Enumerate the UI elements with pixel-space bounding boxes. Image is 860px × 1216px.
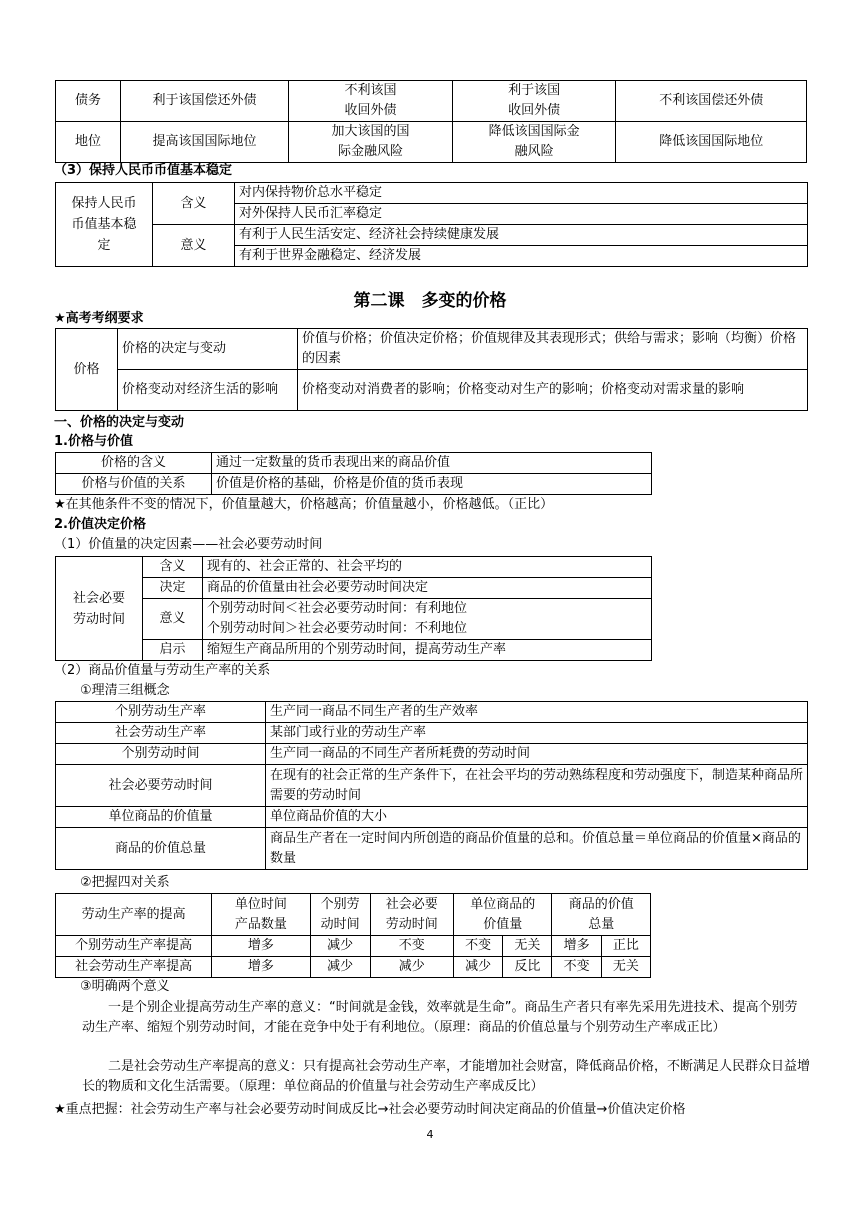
paragraph: 一是个别企业提高劳动生产率的意义：“时间就是金钱，效率就是生命”。商品生产者只有率先采用先进技术、提高个别劳动生产率、缩短个别劳动时间，才能在竞争中处于有利地位。（原理：商品的价值总量与个别劳动生产率成正比）: [82, 1000, 798, 1035]
column-header: 单位时间 产品数量: [212, 894, 310, 936]
column-header: 商品的价值 总量: [552, 894, 651, 936]
row-label: 价格的决定与变动: [118, 329, 298, 370]
cell: 降低该国国际金 融风险: [452, 122, 616, 163]
price-value-table: [55, 452, 652, 495]
subsection-heading: （1）价值量的决定因素——社会必要劳动时间: [54, 537, 323, 552]
cell: 价值与价格；价值决定价格；价值规律及其表现形式；供给与需求；影响（均衡）价格的因素: [298, 329, 808, 370]
row-label: 含义: [153, 183, 235, 225]
cell: 无关: [601, 957, 650, 978]
note: ★在其他条件不变的情况下，价值量越大，价格越高；价值量越小，价格越低。（正比）: [54, 497, 554, 512]
cell: 正比: [601, 936, 650, 957]
cell: 不变: [370, 936, 453, 957]
column-header: 单位商品的 价值量: [454, 894, 552, 936]
rmb-stability-table: [55, 182, 808, 267]
cell: 提高该国国际地位: [121, 122, 289, 163]
row-head: 保持人民币 币值基本稳 定: [56, 183, 153, 267]
subsection-heading: （2）商品价值量与劳动生产率的关系: [54, 663, 271, 678]
cell: 不变: [454, 936, 503, 957]
row-label: 社会劳动生产率: [56, 723, 266, 744]
cell: 某部门或行业的劳动生产率: [266, 723, 808, 744]
cell: 不利该国偿还外债: [616, 81, 807, 122]
cell: 价值是价格的基础，价格是价值的货币表现: [212, 474, 652, 495]
cell: 价格变动对消费者的影响；价格变动对生产的影响；价格变动对需求量的影响: [298, 370, 808, 411]
note: ★重点把握：社会劳动生产率与社会必要劳动时间成反比→社会必要劳动时间决定商品的价值量→价值决定价格: [54, 1102, 686, 1117]
cell: 个别劳动时间＜社会必要劳动时间：有利地位 个别劳动时间＞社会必要劳动时间：不利地位: [203, 599, 652, 640]
cell: 现有的、社会正常的、社会平均的: [203, 557, 652, 578]
cell: 加大该国的国 际金融风险: [289, 122, 453, 163]
cell: 生产同一商品的不同生产者所耗费的劳动时间: [266, 744, 808, 765]
cell: 对外保持人民币汇率稳定: [235, 204, 808, 225]
concepts-table: [55, 701, 808, 870]
row-label: 含义: [143, 557, 203, 578]
section-heading: （3）保持人民币币值基本稳定: [54, 163, 233, 178]
row-label: 意义: [153, 225, 235, 267]
row-label: 社会必要劳动时间: [56, 765, 266, 807]
cell: 增多: [212, 957, 310, 978]
row-label: 个别劳动生产率提高: [56, 936, 212, 957]
syllabus-table: [55, 328, 808, 411]
row-label: 个别劳动时间: [56, 744, 266, 765]
row-label: 意义: [143, 599, 203, 640]
exchange-rate-effects-table: [55, 80, 807, 163]
exam-requirements-heading: ★高考考纲要求: [54, 311, 144, 326]
cell: 减少: [454, 957, 503, 978]
row-label: 个别劳动生产率: [56, 702, 266, 723]
row-label: 启示: [143, 640, 203, 661]
cell: 不利该国 收回外债: [289, 81, 453, 122]
row-label: 价格变动对经济生活的影响: [118, 370, 298, 411]
cell: 减少: [370, 957, 453, 978]
cell: 利于该国 收回外债: [452, 81, 616, 122]
cell: 缩短生产商品所用的个别劳动时间，提高劳动生产率: [203, 640, 652, 661]
cell: 商品生产者在一定时间内所创造的商品价值量的总和。价值总量＝单位商品的价值量×商品的数量: [266, 828, 808, 870]
section-heading: 一、价格的决定与变动: [54, 415, 185, 430]
cell: 减少: [310, 957, 370, 978]
cell: 增多: [212, 936, 310, 957]
row-label: 社会劳动生产率提高: [56, 957, 212, 978]
subsection-heading: 2.价值决定价格: [54, 517, 146, 532]
subsection-heading: ①理清三组概念: [80, 683, 170, 698]
cell: 减少: [310, 936, 370, 957]
row-label: 单位商品的价值量: [56, 807, 266, 828]
subsection-heading: ③明确两个意义: [80, 979, 170, 994]
row-label: 价格的含义: [56, 453, 212, 474]
cell: 生产同一商品不同生产者的生产效率: [266, 702, 808, 723]
row-label: 商品的价值总量: [56, 828, 266, 870]
necessary-labor-time-table: [55, 556, 652, 661]
cell: 有利于世界金融稳定、经济发展: [235, 246, 808, 267]
cell: 债务: [56, 81, 121, 122]
row-head: 社会必要 劳动时间: [56, 557, 143, 661]
cell: 有利于人民生活安定、经济社会持续健康发展: [235, 225, 808, 246]
cell: 降低该国国际地位: [616, 122, 807, 163]
cell: 商品的价值量由社会必要劳动时间决定: [203, 578, 652, 599]
cell: 对内保持物价总水平稳定: [235, 183, 808, 204]
cell: 利于该国偿还外债: [121, 81, 289, 122]
row-head: 价格: [56, 329, 118, 411]
subsection-heading: 1.价格与价值: [54, 434, 133, 449]
cell: 地位: [56, 122, 121, 163]
column-header: 劳动生产率的提高: [56, 894, 212, 936]
cell: 在现有的社会正常的生产条件下，在社会平均的劳动熟练程度和劳动强度下，制造某种商品所需要的劳动时间: [266, 765, 808, 807]
cell: 通过一定数量的货币表现出来的商品价值: [212, 453, 652, 474]
page-number: 4: [426, 1128, 434, 1141]
row-label: 决定: [143, 578, 203, 599]
paragraph: 二是社会劳动生产率提高的意义：只有提高社会劳动生产率，才能增加社会财富，降低商品价格，不断满足人民群众日益增长的物质和文化生活需要。（原理：单位商品的价值量与社会劳动生产率成反比）: [82, 1059, 811, 1094]
cell: 无关: [503, 936, 552, 957]
cell: 单位商品价值的大小: [266, 807, 808, 828]
column-header: 社会必要 劳动时间: [370, 894, 453, 936]
cell: 增多: [552, 936, 601, 957]
subsection-heading: ②把握四对关系: [80, 875, 170, 890]
column-header: 个别劳 动时间: [310, 894, 370, 936]
cell: 不变: [552, 957, 601, 978]
row-label: 价格与价值的关系: [56, 474, 212, 495]
lesson-title: 第二课 多变的价格: [353, 291, 507, 311]
four-relations-table: [55, 893, 651, 978]
cell: 反比: [503, 957, 552, 978]
